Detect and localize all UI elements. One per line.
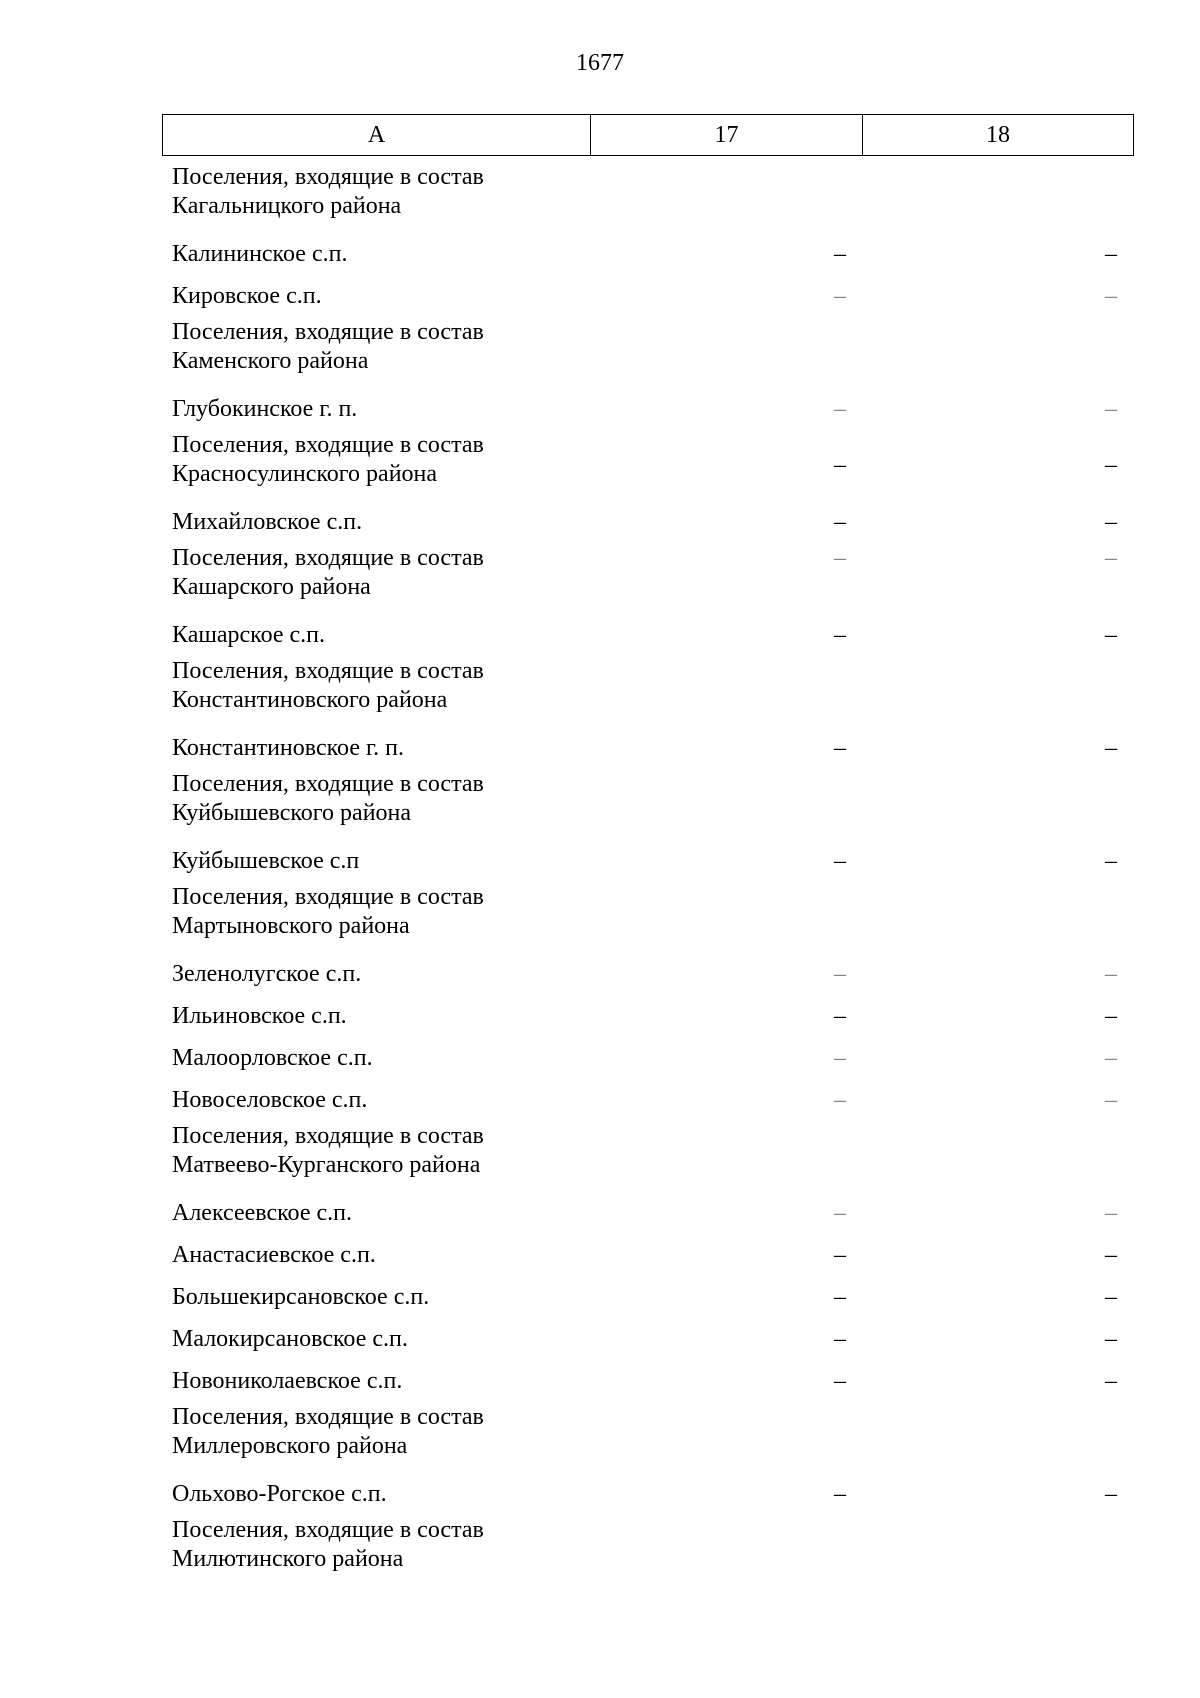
cell-col-18: – <box>1105 961 1117 987</box>
group-row <box>0 161 1200 232</box>
group-label: Поселения, входящие в состав Каменского района <box>172 319 484 374</box>
cell-col-17: – <box>834 283 846 309</box>
table-row <box>0 232 1200 274</box>
cell-col-17: – <box>834 1087 846 1113</box>
cell-col-18: – <box>1105 1326 1117 1352</box>
cell-col-18: – <box>1105 735 1117 761</box>
group-label: Поселения, входящие в состав Куйбышевского района <box>172 771 484 826</box>
table-row <box>0 726 1200 768</box>
group-row <box>0 542 1200 613</box>
group-row <box>0 655 1200 726</box>
table-row <box>0 1472 1200 1514</box>
cell-col-17: – <box>834 545 846 571</box>
group-row <box>0 429 1200 500</box>
settlement-label: Малокирсановское с.п. <box>172 1326 408 1352</box>
group-row <box>0 768 1200 839</box>
cell-col-17: – <box>834 1326 846 1352</box>
table-row <box>0 1036 1200 1078</box>
settlement-label: Алексеевское с.п. <box>172 1200 352 1226</box>
settlement-label: Калининское с.п. <box>172 241 348 267</box>
cell-col-17: – <box>834 735 846 761</box>
cell-col-17: – <box>834 396 846 422</box>
cell-col-18: – <box>1105 545 1117 571</box>
table-row <box>0 613 1200 655</box>
group-label: Поселения, входящие в состав Кашарского района <box>172 545 484 600</box>
cell-col-18: – <box>1105 1003 1117 1029</box>
settlement-label: Анастасиевское с.п. <box>172 1242 376 1268</box>
settlement-label: Новоселовское с.п. <box>172 1087 368 1113</box>
settlement-label: Зеленолугское с.п. <box>172 961 362 987</box>
group-label: Поселения, входящие в состав Милютинского района <box>172 1517 484 1572</box>
header-row <box>163 115 1134 156</box>
group-row <box>0 1514 1200 1585</box>
cell-col-17: – <box>834 1242 846 1268</box>
header-cell-18: 18 <box>863 115 1134 156</box>
cell-col-18: – <box>1105 452 1117 478</box>
table-row <box>0 274 1200 316</box>
cell-col-17: – <box>834 1481 846 1507</box>
cell-col-17: – <box>834 509 846 535</box>
group-label: Поселения, входящие в состав Матвеево-Курганского района <box>172 1123 484 1178</box>
cell-col-18: – <box>1105 1242 1117 1268</box>
group-row <box>0 316 1200 387</box>
settlement-label: Кашарское с.п. <box>172 622 326 648</box>
table-row <box>0 1275 1200 1317</box>
table-row <box>0 500 1200 542</box>
page-number: 1677 <box>576 50 624 76</box>
settlement-label: Михайловское с.п. <box>172 509 363 535</box>
cell-col-17: – <box>834 1003 846 1029</box>
cell-col-18: – <box>1105 509 1117 535</box>
settlement-label: Константиновское г. п. <box>172 735 404 761</box>
settlement-label: Большекирсановское с.п. <box>172 1284 430 1310</box>
group-label: Поселения, входящие в состав Красносулинского района <box>172 432 484 487</box>
table-row <box>0 994 1200 1036</box>
cell-col-18: – <box>1105 848 1117 874</box>
cell-col-18: – <box>1105 396 1117 422</box>
header-cell-a: А <box>163 115 591 156</box>
table-row <box>0 1191 1200 1233</box>
group-label: Поселения, входящие в состав Кагальницкого района <box>172 164 484 219</box>
cell-col-17: – <box>834 452 846 478</box>
cell-col-18: – <box>1105 1481 1117 1507</box>
cell-col-17: – <box>834 961 846 987</box>
group-label: Поселения, входящие в состав Мартыновского района <box>172 884 484 939</box>
table-row <box>0 952 1200 994</box>
cell-col-18: – <box>1105 1045 1117 1071</box>
cell-col-17: – <box>834 1200 846 1226</box>
settlement-label: Куйбышевское с.п <box>172 848 360 874</box>
table-row <box>0 1233 1200 1275</box>
cell-col-18: – <box>1105 622 1117 648</box>
cell-col-17: – <box>834 622 846 648</box>
header-cell-17: 17 <box>591 115 863 156</box>
group-label: Поселения, входящие в состав Миллеровского района <box>172 1404 484 1459</box>
cell-col-18: – <box>1105 1087 1117 1113</box>
cell-col-17: – <box>834 241 846 267</box>
table-row <box>0 1359 1200 1401</box>
group-row <box>0 1401 1200 1472</box>
cell-col-17: – <box>834 1045 846 1071</box>
table-row <box>0 387 1200 429</box>
settlement-label: Ильиновское с.п. <box>172 1003 347 1029</box>
table-row <box>0 1317 1200 1359</box>
group-label: Поселения, входящие в состав Константиновского района <box>172 658 484 713</box>
table-header <box>162 114 1134 156</box>
settlement-label: Ольхово-Рогское с.п. <box>172 1481 387 1507</box>
cell-col-18: – <box>1105 1200 1117 1226</box>
settlement-label: Новониколаевское с.п. <box>172 1368 403 1394</box>
cell-col-18: – <box>1105 1284 1117 1310</box>
settlement-label: Малоорловское с.п. <box>172 1045 373 1071</box>
cell-col-18: – <box>1105 241 1117 267</box>
group-row <box>0 1120 1200 1191</box>
settlement-label: Глубокинское г. п. <box>172 396 358 422</box>
settlement-label: Кировское с.п. <box>172 283 322 309</box>
cell-col-17: – <box>834 848 846 874</box>
cell-col-18: – <box>1105 1368 1117 1394</box>
table-row <box>0 839 1200 881</box>
cell-col-17: – <box>834 1284 846 1310</box>
table-body <box>0 161 1200 1585</box>
cell-col-17: – <box>834 1368 846 1394</box>
table-row <box>0 1078 1200 1120</box>
group-row <box>0 881 1200 952</box>
cell-col-18: – <box>1105 283 1117 309</box>
